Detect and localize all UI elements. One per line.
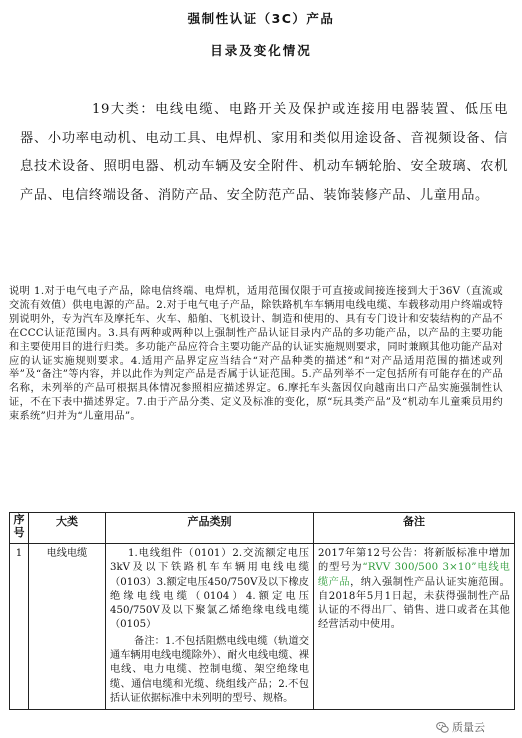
remark-text-after: ，纳入强制性产品认证实施范围。自2018年5月1日起，未获得强制性产品认证的不得出厂、销售、进口或者在其他经营活动中使用。 [318, 576, 511, 631]
remark-text-before: 2017年第12号公告：将新版标准中增加的型号为 [318, 548, 510, 574]
page-title: 强制性认证（3C）产品 [187, 11, 335, 26]
watermark [436, 719, 485, 735]
catalog-table [9, 512, 515, 710]
row-category-cell [29, 544, 106, 710]
row-remark-cell [314, 544, 515, 710]
header-category: 大类 [29, 513, 106, 544]
header-remark: 备注 [314, 513, 515, 544]
page-subtitle: 目录及变化情况 [210, 43, 312, 58]
row-no-cell [10, 544, 29, 710]
row-products-note: 备注：1.不包括阻燃电线电缆（轨道交通车辆用电线电缆除外）、耐火电线电缆、裸电线、电力电缆、控制电缆、架空绝缘电缆、通信电缆和光缆、绕组线产品；2.不包括认证依据标准中未列明的型号、规格。 [110, 635, 309, 704]
intro-paragraph: 19大类：电线电缆、电路开关及保护或连接用电器装置、低压电器、小功率电动机、电动工具、电焊机、家用和类似用途设备、音视频设备、信息技术设备、照明电器、机动车辆及安全附件、机动车辆轮胎、安全玻璃、农机产品、电信终端设备、消防产品、安全防范产品、装饰装修产品、儿童用品。 [20, 102, 508, 203]
header-products: 产品类别 [106, 513, 314, 544]
table-header-row [10, 513, 515, 544]
watermark-text: 质量云 [452, 721, 485, 734]
table-row [10, 544, 515, 710]
notes-paragraph: 说明 1.对于电气电子产品，除电信终端、电焊机，适用范围仅限于可直接或间接连接到大于36V（直流或交流有效值）供电电源的产品。2.对于电气电子产品，除铁路机车车辆用电线电缆、车载移动用户终端或特别说明外，专为汽车及摩托车、火车、船舶、飞机设计、制造和使用的、具有专门设计和安装结构的产品不在CCC认证范围内。3.具有两种或两种以上强制性产品认证目录内产品的多功能产品，以产品的主要功能和主要使用目的进行归类。多功能产品应符合主要功能产品的认证实施规则要求，同时兼顾其他功能产品对应的认证实施规则要求。4.适用产品界定应当结合“对产品种类的描述”和“对产品适用范围的描述或列举”及“备注”等内容，并以此作为判定产品是否属于认证范围。5.产品列举不一定包括所有可能存在的产品名称，未列举的产品可根据具体情况参照相应描述界定。6.摩托车头盔因仅向越南出口产品实施强制性认证，不在下表中描述界定。7.由于产品分类、定义及标准的变化，原“玩具类产品”及“机动车儿童乘员用约束系统”归并为“儿童用品”。 [9, 286, 503, 423]
row-products-cell [106, 544, 314, 710]
remark-highlight: “RVV 300/500 3×10”电线电缆产品 [318, 562, 510, 588]
row-no: 1 [15, 548, 23, 559]
row-remark [315, 545, 513, 635]
header-no: 序号 [10, 513, 29, 544]
row-category: 电线电缆 [46, 548, 88, 559]
row-products: 1.电线组件（0101）2.交流额定电压3kV及以下铁路机车车辆用电线电缆（0103）3.额定电压450/750V及以下橡皮绝缘电线电缆（0104）4.额定电压450/750V及以下聚氯乙烯绝缘电线电缆（0105） [110, 548, 309, 631]
wechat-icon [436, 721, 449, 734]
